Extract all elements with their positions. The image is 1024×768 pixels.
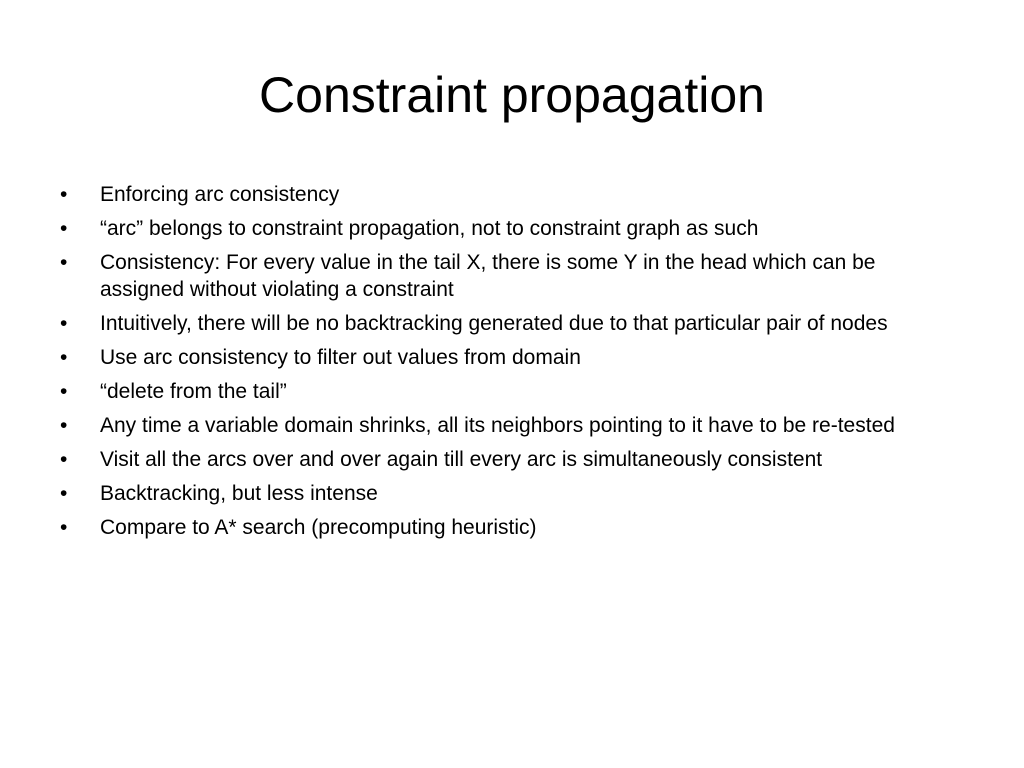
bullet-dot-icon: • [60,251,68,274]
bullet-text: “arc” belongs to constraint propagation, not to constraint graph as such [100,217,759,240]
bullet-dot-icon: • [60,217,68,240]
bullet-item [60,378,960,405]
bullet-item [60,249,960,303]
bullet-item [60,181,960,208]
bullet-text: Intuitively, there will be no backtracking generated due to that particular pair of nodes [100,312,888,335]
bullet-text: Any time a variable domain shrinks, all its neighbors pointing to it have to be re-tested [100,414,895,437]
bullet-dot-icon: • [60,312,68,335]
bullet-text: “delete from the tail” [100,380,287,403]
bullet-item [60,310,960,337]
bullet-dot-icon: • [60,414,68,437]
bullet-text: Consistency: For every value in the tail X, there is some Y in the head which can be assigned without violating a constraint [100,251,876,301]
bullet-dot-icon: • [60,183,68,206]
bullet-item [60,215,960,242]
bullet-text: Use arc consistency to filter out values from domain [100,346,581,369]
bullet-item [60,344,960,371]
bullet-text: Backtracking, but less intense [100,482,378,505]
bullet-item [60,514,960,541]
bullet-item [60,412,960,439]
bullet-text: Enforcing arc consistency [100,183,340,206]
slide-title: Constraint propagation [259,67,765,123]
bullet-text: Visit all the arcs over and over again till every arc is simultaneously consistent [100,448,823,471]
bullet-dot-icon: • [60,380,68,403]
bullet-dot-icon: • [60,516,68,539]
bullet-dot-icon: • [60,346,68,369]
bullet-dot-icon: • [60,448,68,471]
bullet-item [60,480,960,507]
bullet-dot-icon: • [60,482,68,505]
bullet-list [60,181,960,548]
bullet-item [60,446,960,473]
bullet-text: Compare to A* search (precomputing heuristic) [100,516,537,539]
